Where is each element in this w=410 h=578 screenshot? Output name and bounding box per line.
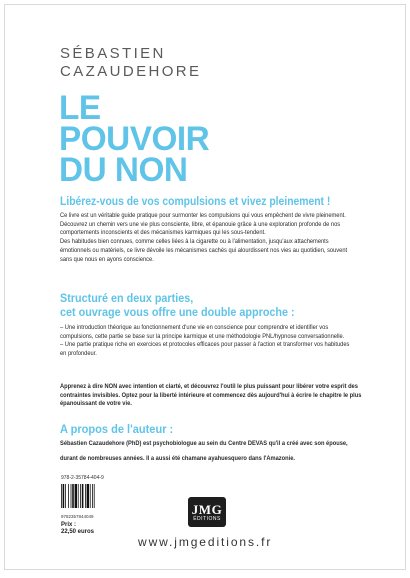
isbn-label: 978-2-35784-404-9 <box>61 475 104 481</box>
paragraph-line: Découvrez un chemin vers une vie plus consciente, libre, et épanouie grâce à une exploration profonde de nos <box>60 220 341 228</box>
paragraph-line: Des habitudes bien connues, comme celles liées à la cigarette ou à l'alimentation, jusqu'aux attachements <box>60 238 329 246</box>
section-liberation-heading: Libérez-vous de vos compulsions et vivez pleinement ! <box>60 196 331 208</box>
paragraph-line: émotionnels ou matériels, ce livre dévoile les mécanismes cachés qui alourdissent nos vies au quotidien, souvent <box>60 246 348 254</box>
paragraph-line: Ce livre est un véritable guide pratique pour surmonter les compulsions qui vous empêchent de vivre pleinement. <box>60 212 346 219</box>
book-title-line-1: LE <box>59 89 101 127</box>
barcode-icon <box>61 484 105 508</box>
closing-paragraph <box>60 383 380 409</box>
paragraph-line: épanouissant de votre vie. <box>60 400 132 408</box>
author-name <box>60 45 201 81</box>
paragraph-line: – Une introduction théorique au fonctionnement d'une vie en conscience pour comprendre et identifier vos <box>60 324 329 331</box>
paragraph-line: contraintes invisibles. Optez pour la liberté intérieure et commencez dès aujourd'hui à écrire le chapitre le plus <box>60 391 362 399</box>
book-title-line-2: POUVOIR <box>59 120 210 158</box>
paragraph-line: en profondeur. <box>60 350 97 358</box>
section-structure <box>60 291 380 359</box>
paragraph-line: sans que nous en ayons conscience. <box>60 255 154 263</box>
price-label: Prix : <box>61 522 77 528</box>
publisher-website: www.jmgeditions.fr <box>138 535 273 549</box>
book-title <box>59 89 210 189</box>
author-first-name: SÉBASTIEN <box>60 45 166 62</box>
publisher-logo-main: JMG <box>191 501 223 517</box>
section-structure-heading-line-2: cet ouvrage vous offre une double approche : <box>60 305 295 319</box>
paragraph-line: compulsions, cette partie se base sur la principe karmique et une méthodologie PNL/hypnose conversationnelle. <box>60 332 345 340</box>
section-about-heading: A propos de l'auteur : <box>60 422 174 436</box>
book-title-line-3: DU NON <box>59 151 188 189</box>
ean-number: 9782357844049 <box>61 514 94 519</box>
publisher-logo-sub: ÉDITIONS <box>193 515 221 522</box>
book-back-cover <box>4 4 406 570</box>
paragraph-line: – Une partie pratique riche en exercices et protocoles efficaces pour passer à l'action et transformer vos habitudes <box>60 341 350 349</box>
publisher-logo <box>188 497 226 527</box>
section-structure-heading-line-1: Structuré en deux parties, <box>60 291 194 305</box>
author-last-name: CAZAUDEHORE <box>60 63 202 80</box>
paragraph-line: Sébastien Cazaudehore (PhD) est psychobiologue au sein du Centre DEVAS qu'il a créé avec son épouse, <box>60 440 348 447</box>
price-value: 22,50 euros <box>61 529 95 535</box>
paragraph-line: durant de nombreuses années. Il a aussi été chamane ayahuesquero dans l'Amazonie. <box>60 454 296 462</box>
price-block <box>61 522 121 536</box>
section-about-author <box>60 422 380 463</box>
barcode-block <box>61 475 121 536</box>
paragraph-line: Apprenez à dire NON avec intention et clarté, et découvrez l'outil le plus puissant pour libérer votre esprit des <box>60 383 358 390</box>
paragraph-line: comportements inconscients et des mécanismes karmiques qui les sous-tendent. <box>60 229 266 237</box>
section-liberation <box>60 196 380 264</box>
